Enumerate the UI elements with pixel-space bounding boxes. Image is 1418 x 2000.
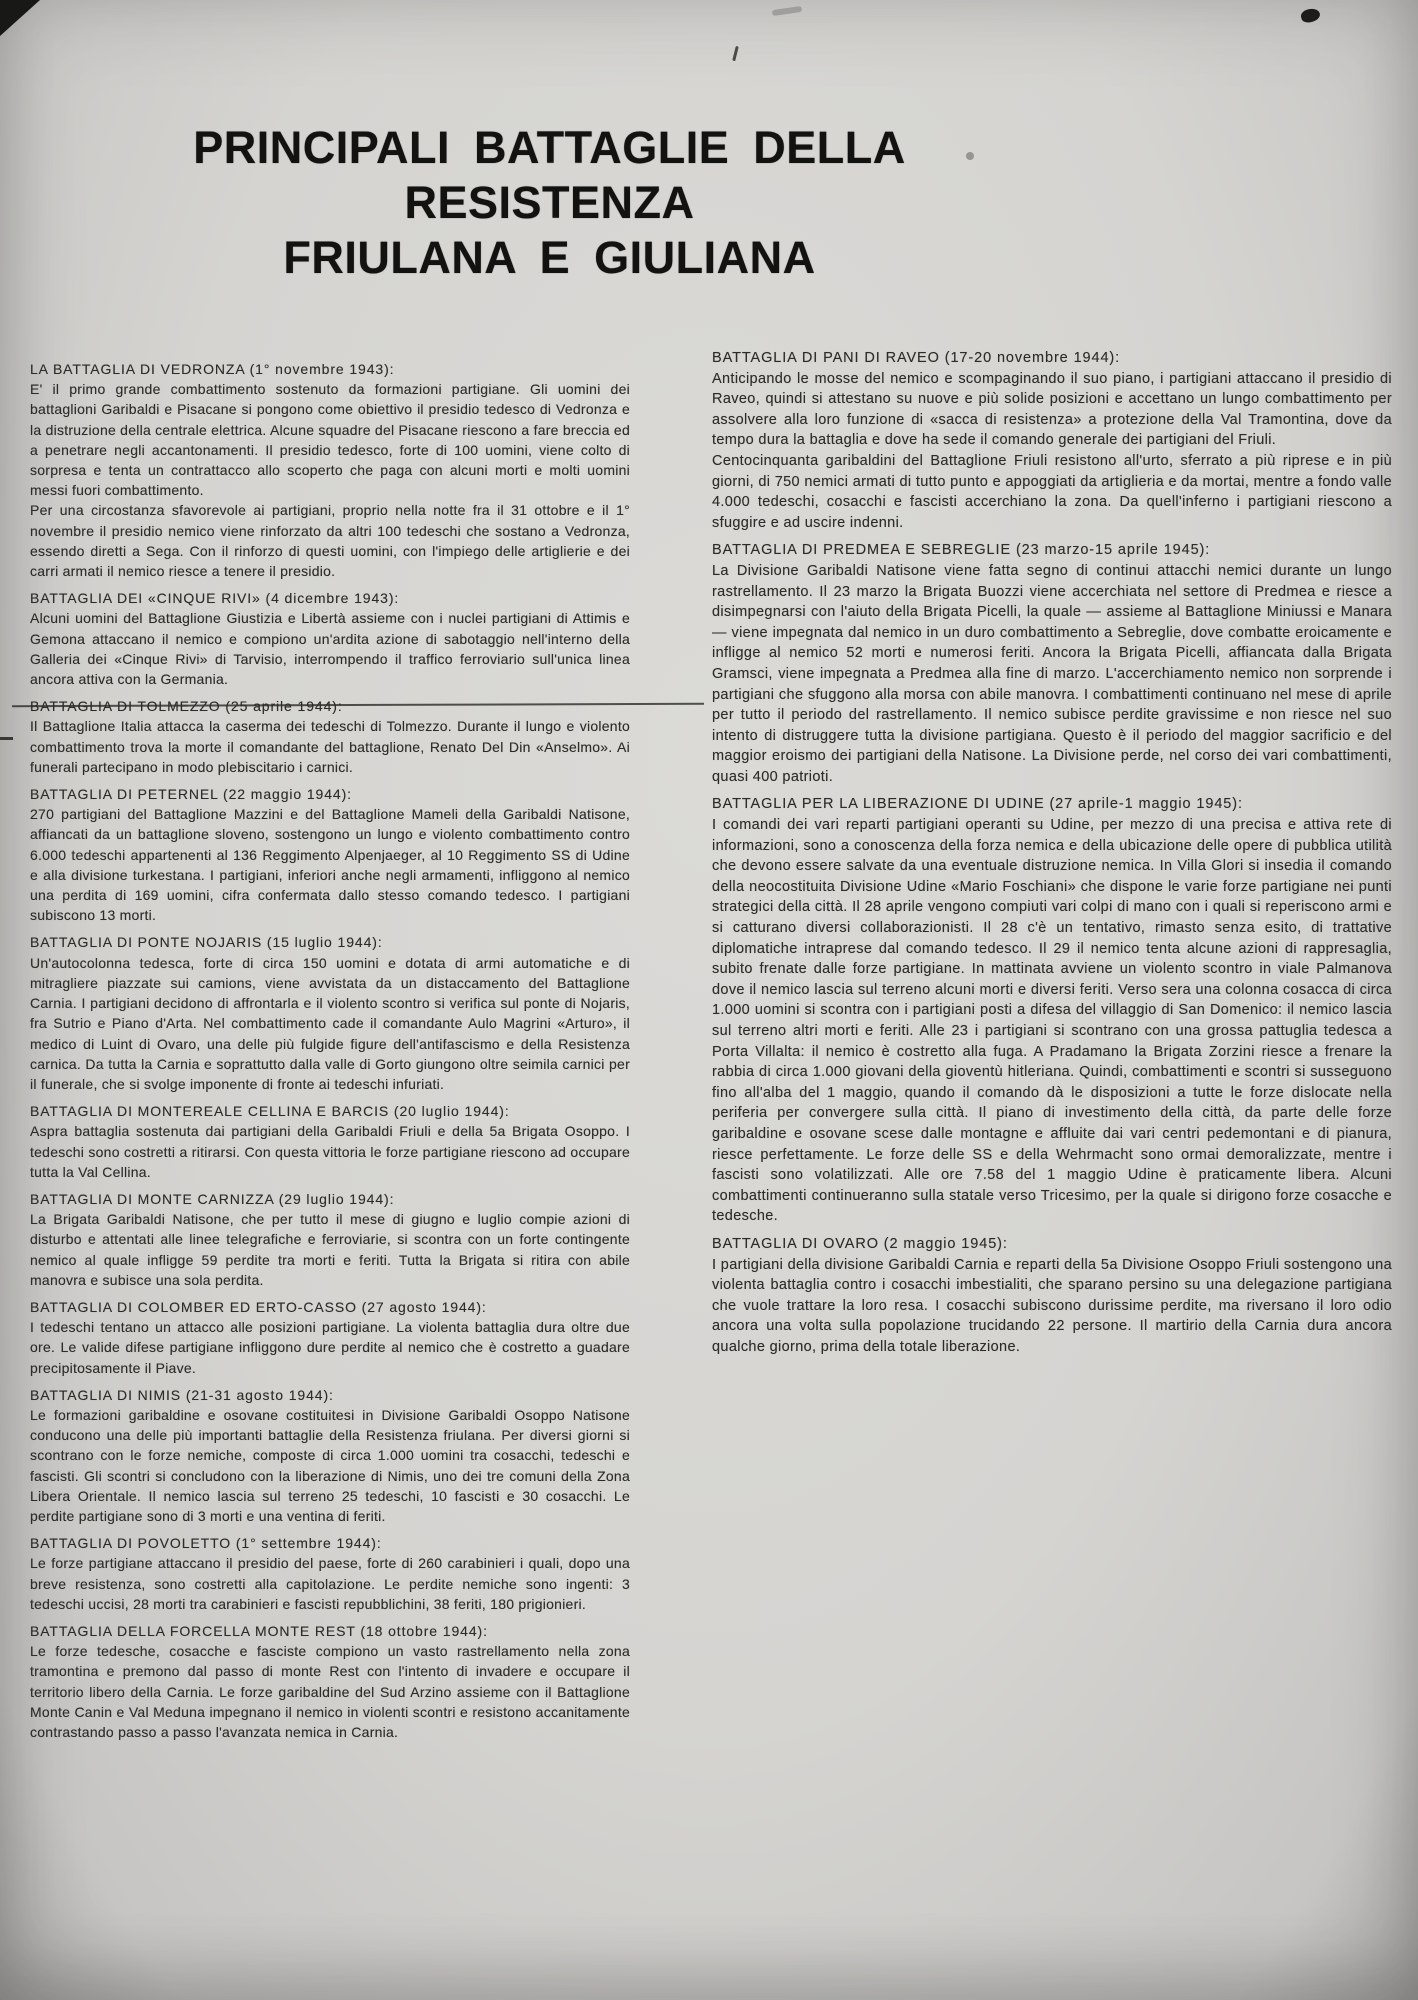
- battle-heading: BATTAGLIA DI NIMIS (21-31 agosto 1944):: [30, 1386, 334, 1403]
- battle-section: [30, 784, 630, 925]
- page-title-line2: FRIULANA E GIULIANA: [283, 232, 816, 284]
- battle-heading: LA BATTAGLIA DI VEDRONZA (1° novembre 1943):: [30, 361, 395, 377]
- left-column: [30, 352, 630, 1742]
- battle-heading: BATTAGLIA DI COLOMBER ED ERTO-CASSO (27 agosto 1944):: [30, 1298, 487, 1315]
- battle-section: [712, 540, 1392, 787]
- ink-spot-artifact: [1300, 7, 1322, 24]
- battle-paragraph: I tedeschi tentano un attacco alle posizioni partigiane. La violenta battaglia dura oltre due ore. Le valide difese partigiane infliggono dure perdite al nemico che è costretto a guadare precipitosamente il Piave.: [30, 1319, 630, 1376]
- battle-heading: BATTAGLIA DEI «CINQUE RIVI» (4 dicembre 1943):: [30, 590, 400, 607]
- battle-paragraph: Aspra battaglia sostenuta dai partigiani della Garibaldi Friuli e della 5a Brigata Osoppo. I tedeschi sono costretti a ritirarsi. Con questa vittoria le forze partigiane riescono ad occupare tutta la Val Cellina.: [30, 1123, 630, 1180]
- battle-section: [30, 932, 630, 1094]
- battle-section: [30, 1101, 630, 1182]
- battle-heading: BATTAGLIA DI OVARO (2 maggio 1945):: [712, 1235, 1008, 1252]
- battle-heading: BATTAGLIA DI POVOLETTO (1° settembre 1944):: [30, 1535, 382, 1552]
- battle-section: [30, 1385, 630, 1526]
- margin-dash-artifact: [0, 737, 13, 740]
- smudge-artifact: [772, 6, 803, 16]
- battle-heading: BATTAGLIA DI MONTE CARNIZZA (29 luglio 1944):: [30, 1190, 395, 1207]
- battle-section: [30, 696, 630, 777]
- battle-heading: BATTAGLIA DI PANI DI RAVEO (17-20 novembre 1944):: [712, 350, 1121, 366]
- battle-paragraph: Le forze tedesche, cosacche e fasciste compiono un vasto rastrellamento nella zona tramontina e premono dal passo di monte Rest con l'intento di invadere e occupare il territorio libero della Carnia. Le forze garibaldine del Sud Arzino assieme con il Battaglione Monte Canin e Val Meduna impegnano il nemico in violenti scontri e resistono accanitamente contrastando passo a passo l'avanzata nemica in Carnia.: [30, 1643, 630, 1740]
- battle-section: [30, 359, 630, 581]
- battle-section: [30, 1621, 630, 1742]
- battle-paragraph: Un'autocolonna tedesca, forte di circa 150 uomini e dotata di armi automatiche e di mitragliere piazzate sui camions, viene avvistata da un distaccamento del Battaglione Carnia. I partigiani decidono di affrontarla e il violento scontro si verifica sul ponte di Nojaris, fra Sutrio e Piano d'Arta. Nel combattimento cade il comandante Aulo Magrini «Arturo», il medico di Luint di Ovaro, una delle più fulgide figure dell'antifascismo e della Resistenza carnica. Da tutta la Carnia e soprattutto dalla valle di Gorto giungono oltre seimila carnici per il funerale, che si svolge imponente di fronte ai tedeschi infuriati.: [30, 954, 630, 1092]
- battle-paragraph: I partigiani della divisione Garibaldi Carnia e reparti della 5a Divisione Osoppo Friuli sostengono una violenta battaglia contro i cosacchi imbestialiti, che sparano persino su una delegazione partigiana che vuole trattare la loro resa. I cosacchi subiscono durissime perdite, ma riversano il loro odio ancora una volta sulla popolazione trucidando 22 persone. Il martirio della Carnia dura ancora qualche giorno, prima della totale liberazione.: [712, 1256, 1392, 1355]
- battle-paragraph: Alcuni uomini del Battaglione Giustizia e Libertà assieme con i nuclei partigiani di Attimis e Gemona attaccano il nemico e compiono un'ardita azione di sabotaggio nell'interno della Galleria dei «Cinque Rivi» di Tarvisio, interrompendo il traffico ferroviario sull'unica linea ancora attiva con la Germania.: [30, 610, 630, 688]
- right-column: [712, 341, 1392, 1358]
- pen-mark-artifact: [732, 46, 739, 61]
- battle-section: [30, 1297, 630, 1378]
- battle-paragraph: Le forze partigiane attaccano il presidio del paese, forte di 260 carabinieri i quali, dopo una breve resistenza, sono costretti alla capitolazione. Le perdite nemiche sono ingenti: 3 tedeschi uccisi, 28 morti tra carabinieri e fascisti repubblichini, 38 feriti, 180 prigionieri.: [30, 1555, 630, 1612]
- battle-section: [30, 1533, 630, 1614]
- battle-paragraph: I comandi dei vari reparti partigiani operanti su Udine, per mezzo di una precisa e attiva rete di informazioni, sono a conoscenza della forza nemica e della ubicazione delle opere di pubblica utilità che devono essere salvate da una eventuale distruzione nemica. In Villa Glori si insedia il comando della neocostituita Divisione Udine «Mario Foschiani» che dispone le varie forze partigiane nei punti strategici della città. Il 28 aprile vengono compiuti vari colpi di mano con i quali si reperiscono armi e si catturano diversi collaborazionisti. Il 28 c'è un tentativo, rimasto senza esito, di trattative diplomatiche intraprese dal comando tedesco. Il 29 il nemico tenta alcune azioni di rappresaglia, subito frenate dalle forze partigiane. In mattinata avviene un violento scontro in viale Palmanova dove il nemico lascia sul terreno alcuni morti e diversi feriti. Verso sera una colonna cosacca di circa 1.000 uomini si scontra con i partigiani posti a difesa del villaggio di San Domenico: il nemico lascia sul terreno altri morti e feriti. Alle 23 i partigiani si scontrano con una grossa pattuglia tedesca a Porta Villalta: il nemico è costretto alla fuga. A Pradamano la Brigata Zorzini riesce a frenare la rabbia di circa 1.000 giovani della gioventù hitleriana. Quindi, combattimenti e scontri si susseguono fino all'alba del 1 maggio, quando il comando dà le disposizioni a tutte le forze dislocate nella periferia per convergere sulla città. Il piano di investimento della città, da parte delle forze garibaldine e osovane scese dalle montagne e affluite dai vari centri pedemontani e di pianura, riesce perfettamente. Le forze delle SS e della Wehrmacht sono ormai demoralizzate, mentre i fascisti sono volatilizzati. Alle ore 7.58 del 1 maggio Udine è praticamente libera. Alcuni combattimenti continueranno sulla statale verso Tricesimo, per la quale si dirigono forze cosacche e tedesche.: [712, 817, 1392, 1225]
- battle-paragraph: La Brigata Garibaldi Natisone, che per tutto il mese di giugno e luglio compie azioni di disturbo e attentati alle linee telegrafiche e ferroviarie, si scontra con un forte contingente nemico al quale infligge 59 perdite tra morti e feriti. Tutta la Brigata si ritira con abile manovra e subisce una sola perdita.: [30, 1211, 630, 1288]
- page-title-line1: PRINCIPALI BATTAGLIE DELLA RESISTENZA: [193, 122, 906, 229]
- battle-paragraph: Anticipando le mosse del nemico e scompaginando il suo piano, i partigiani attaccano il presidio di Raveo, quindi si attestano su nuove e più solide posizioni e accettano un lungo combattimento per assolvere alla loro funzione di «sacca di resistenza» a protezione della Val Tramontina, dove da tempo dura la battaglia e dove ha sede il comando generale dei partigiani del Friuli.: [712, 370, 1392, 449]
- battle-heading: BATTAGLIA DELLA FORCELLA MONTE REST (18 ottobre 1944):: [30, 1622, 488, 1639]
- battle-section: [30, 1189, 630, 1290]
- page-title: [42, 120, 1057, 285]
- battle-section: [712, 794, 1392, 1226]
- battle-paragraph: Centocinquanta garibaldini del Battaglione Friuli resistono all'urto, sferrato a più riprese e in più giorni, di 750 nemici armati di tutto punto e appoggiati da artiglieria e da mortai, mentre a fondo valle 4.000 tedeschi, cosacchi e fascisti accerchiano la zona. Da quell'inferno i partigiani riescono a sfuggire e ad uscire indenni.: [712, 452, 1392, 531]
- battle-paragraph: 270 partigiani del Battaglione Mazzini e del Battaglione Mameli della Garibaldi Natisone, affiancati da un battaglione sloveno, sostengono un lungo e violento combattimento contro 6.000 tedeschi appartenenti al 136 Reggimento Alpenjaeger, al 10 Reggimento SS di Udine e alla divisione turkestana. I partigiani, inferiori anche negli armamenti, infliggono al nemico una perdita di 169 uomini, cifra confermata dallo stesso comando tedesco. I partigiani subiscono 13 morti.: [30, 806, 630, 924]
- battle-paragraph: Il Battaglione Italia attacca la caserma dei tedeschi di Tolmezzo. Durante il lungo e violento combattimento trova la morte il comandante del battaglione, Renato Del Din «Anselmo». Ai funerali partecipano in modo plebiscitario i carnici.: [30, 718, 630, 775]
- battle-paragraph: E' il primo grande combattimento sostenuto da formazioni partigiane. Gli uomini dei battaglioni Garibaldi e Pisacane si pongono come obiettivo il presidio tedesco di Vedronza e la distruzione della centrale elettrica. Alcune squadre del Pisacane riescono a fare breccia ed a penetrare negli accantonamenti. Il presidio tedesco, forte di 100 uomini, viene colto di sorpresa e tenta un contrattacco allo scoperto che paga con alcuni morti e molti uomini messi fuori combattimento.: [30, 381, 630, 499]
- battle-heading: BATTAGLIA DI MONTEREALE CELLINA E BARCIS (20 luglio 1944):: [30, 1103, 510, 1120]
- battle-heading: BATTAGLIA DI PONTE NOJARIS (15 luglio 1944):: [30, 934, 383, 951]
- battle-paragraph: La Divisione Garibaldi Natisone viene fatta segno di continui attacchi nemici durante un lungo rastrellamento. Il 23 marzo la Brigata Buozzi viene accerchiata nel settore di Predmea e riesce a disimpegnarsi con l'aiuto della Brigata Picelli, la quale — assieme al Battaglione Miniussi e Manara — viene impegnata dal nemico in un duro combattimento a Sebreglie, dove combatte eroicamente e infligge al nemico 52 morti e numerosi feriti. Ancora la Brigata Picelli, affiancata dalla Brigata Gramsci, viene impegnata a Predmea alla fine di marzo. L'accerchiamento nemico non sorprende i partigiani che sfuggono alla morsa con abile manovra. I combattimenti continuano nel mese di aprile per tutto il periodo del rastrellamento. Il nemico subisce perdite gravissime e non riesce nel suo intento di distruggere tutta la divisione partigiana. Questo è il periodo del maggior sacrificio e del maggior eroismo dei partigiani della Natisone. La Divisione perde, nel corso dei vari combattimenti, quasi 400 patrioti.: [712, 562, 1392, 785]
- battle-section: [30, 588, 630, 689]
- battle-heading: BATTAGLIA DI PREDMEA E SEBREGLIE (23 marzo-15 aprile 1945):: [712, 542, 1211, 559]
- battle-paragraph: Le formazioni garibaldine e osovane costituitesi in Divisione Garibaldi Osoppo Natisone conducono una delle più importanti battaglie della Resistenza friulana. Per diversi giorni si scontrano con le forze nemiche, composte di circa 1.000 uomini tra cosacchi, tedeschi e fascisti. Gli scontri si concludono con la liberazione di Nimis, uno dei tre comuni della Zona Libera Orientale. Il nemico lascia sul terreno 25 tedeschi, 10 fascisti e 30 cosacchi. Le perdite partigiane sono di 3 morti e una ventina di feriti.: [30, 1406, 630, 1524]
- battle-heading: BATTAGLIA DI TOLMEZZO (25 aprile 1944):: [30, 698, 343, 715]
- battle-section: [712, 1234, 1392, 1358]
- battle-paragraph: Per una circostanza sfavorevole ai partigiani, proprio nella notte fra il 31 ottobre e il 1° novembre il presidio nemico viene rinforzato da altri 100 tedeschi che sostano a Vedronza, essendo diretti a Sega. Con il rinforzo di questi uomini, con l'impiego delle artiglierie e dei carri armati il nemico riesce a tenere il presidio.: [30, 502, 630, 580]
- photo-corner-artifact: [0, 0, 40, 36]
- battle-heading: BATTAGLIA DI PETERNEL (22 maggio 1944):: [30, 786, 352, 803]
- battle-heading: BATTAGLIA PER LA LIBERAZIONE DI UDINE (27 aprile-1 maggio 1945):: [712, 796, 1243, 813]
- battle-section: [712, 348, 1392, 533]
